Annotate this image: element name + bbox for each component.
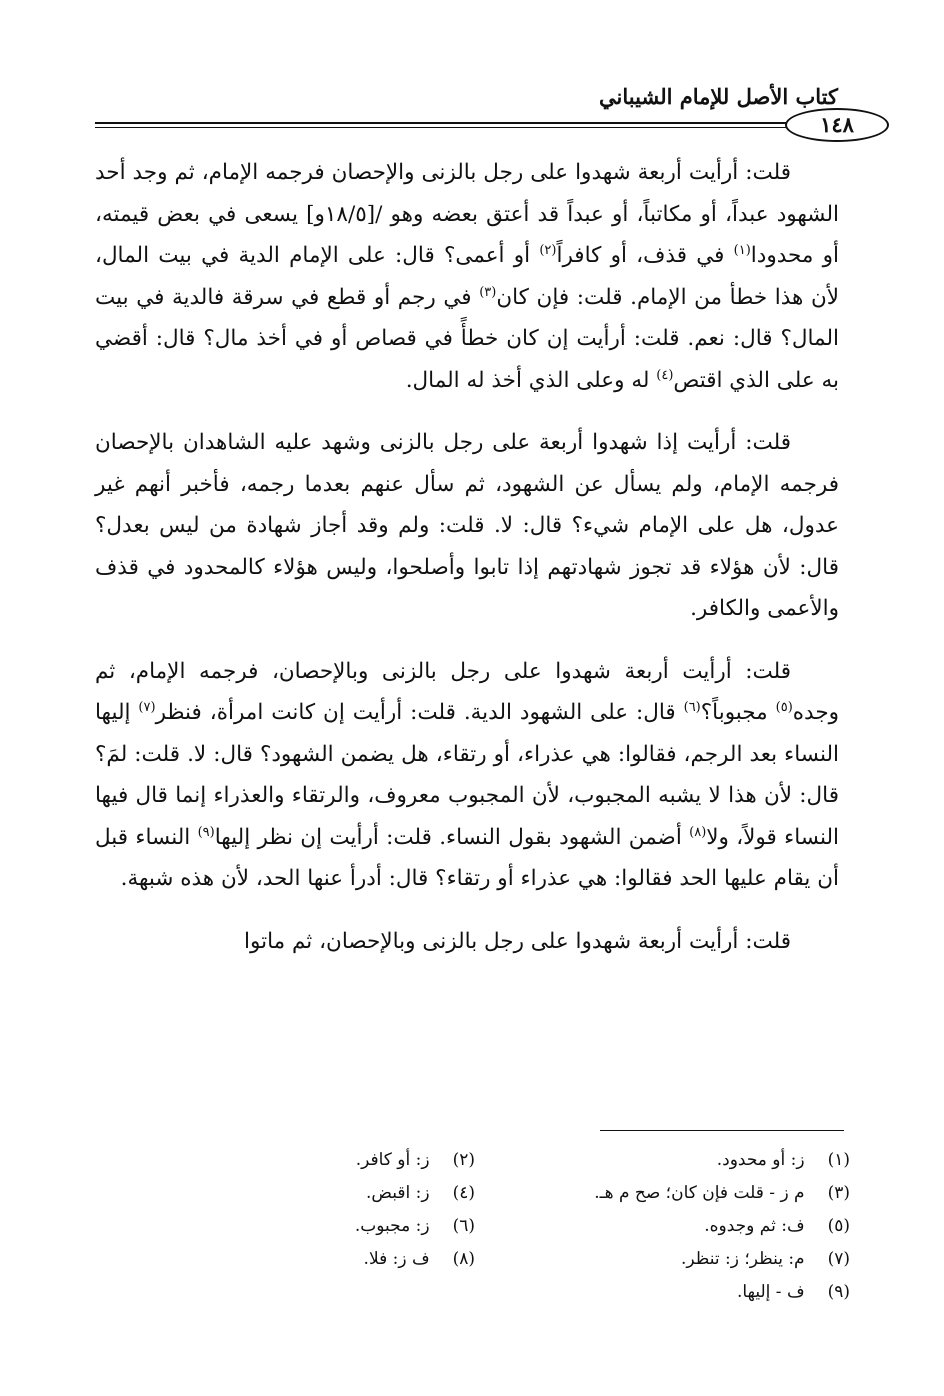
footnote-row	[95, 1144, 850, 1177]
paragraph	[95, 651, 839, 900]
footnote-number: (٩)	[827, 1282, 850, 1302]
footnote	[475, 1210, 850, 1243]
footnote-text: م ز - قلت فإن كان؛ صح م هـ.	[594, 1183, 805, 1203]
text-run: له وعلى الذي أخذ له المال.	[405, 367, 657, 393]
footnote-number: (٥)	[827, 1216, 850, 1236]
footnote-ref: (٩)	[197, 824, 215, 840]
page-header	[95, 82, 854, 140]
book-title: كتاب الأصل للإمام الشيباني	[599, 84, 838, 109]
footnote	[475, 1243, 850, 1276]
text-run: إليها النساء بعد الرجم، فقالوا: هي عذراء، أو رتقاء، هل يضمن الشهود؟ قال: لا. قلت: لمَ؟ قال: لأن هذا لا يشبه المجبوب، لأن المجبوب معروف، والرتقاء والعذراء إنما قال فيها النساء قولاً، ولا	[95, 700, 839, 850]
footnote	[100, 1210, 475, 1243]
footnote-number: (١)	[827, 1150, 850, 1170]
footnote-ref: (١)	[733, 242, 751, 258]
text-run: مجبوباً؟	[700, 700, 776, 725]
footnote-number: (٨)	[452, 1249, 475, 1269]
footnote-divider	[600, 1130, 844, 1131]
text-run: قلت: أرأيت أربعة شهدوا على رجل بالزنى والإحصان فرجمه الإمام، ثم وجد أحد الشهود عبداً، أو مكاتباً، أو عبداً قد أعتق بعضه وهو /[١٨/٥و] يسعى في بعض قيمته، أو محدودا	[95, 160, 839, 268]
footnote-ref: (٢)	[539, 242, 557, 258]
footnote	[475, 1276, 850, 1309]
footnote-text: ف - إليها.	[736, 1282, 805, 1302]
footnote-text: ز: اقبض.	[366, 1183, 430, 1203]
paragraph	[95, 921, 839, 963]
footnote-number: (٧)	[827, 1249, 850, 1269]
footnote-number: (٣)	[827, 1183, 850, 1203]
text-run: أضمن الشهود بقول النساء. قلت: أرأيت إن نظر إليها	[214, 824, 690, 850]
text-run: قال: على الشهود الدية. قلت: أرأيت إن كانت امرأة، فنظر	[155, 700, 684, 725]
footnote-ref: (٣)	[479, 284, 497, 300]
footnote-row	[95, 1210, 850, 1243]
paragraph	[95, 422, 839, 630]
text-run: النساء قبل أن يقام عليها الحد فقالوا: هي عذراء أو رتقاء؟ قال: أدرأ عنها الحد، لأن هذه شبهة.	[95, 824, 839, 891]
main-text	[95, 152, 839, 962]
text-run: في قذف، أو كافراً	[556, 243, 734, 268]
footnote-text: ز: أو كافر.	[355, 1150, 430, 1170]
footnote-number: (٤)	[452, 1183, 475, 1203]
footnote	[100, 1177, 475, 1210]
footnote-text: م: ينظر؛ ز: تنظر.	[681, 1249, 805, 1269]
header-rule	[95, 122, 838, 124]
footnote-number: (٦)	[452, 1216, 475, 1236]
footnote-ref: (٤)	[656, 367, 674, 383]
page-number: ١٤٨	[785, 108, 889, 142]
footnote-ref: (٦)	[683, 699, 701, 715]
footnote-row	[95, 1243, 850, 1276]
footnote	[100, 1243, 475, 1276]
footnote-ref: (٥)	[775, 699, 793, 715]
footnotes	[95, 1144, 850, 1309]
footnote-text: ف ز: فلا.	[363, 1249, 430, 1269]
text-run: قلت: أرأيت أربعة شهدوا على رجل بالزنى وبالإحصان، ثم ماتوا	[244, 928, 791, 954]
text-run: قلت: أرأيت أربعة شهدوا على رجل بالزنى وبالإحصان، فرجمه الإمام، ثم وجده	[95, 658, 840, 725]
footnote-text: ف: ثم وجدوه.	[704, 1216, 805, 1236]
footnote	[100, 1144, 475, 1177]
text-run: في رجم أو قطع في سرقة فالدية في بيت المال؟ قال: نعم. قلت: أرأيت إن كان خطأً في قصاص أو في أخذ مال؟ قال: أقضي به على الذي اقتص	[95, 284, 839, 393]
footnote-row	[95, 1276, 850, 1309]
footnote-ref: (٧)	[138, 699, 156, 715]
paragraph	[95, 152, 839, 401]
footnote-ref: (٨)	[689, 824, 707, 840]
header-rule-thin	[95, 127, 838, 128]
footnote	[475, 1177, 850, 1210]
text-run: أو أعمى؟ قال: على الإمام الدية في بيت المال، لأن هذا خطأ من الإمام. قلت: فإن كان	[95, 243, 839, 310]
text-run: قلت: أرأيت إذا شهدوا أربعة على رجل بالزنى وشهد عليه الشاهدان بالإحصان فرجمه الإمام، ولم يسأل عن الشهود، ثم سأل عنهم بعدما رجمه، فأخبر أنهم غير عدول، هل على الإمام شيء؟ قال: لا. قلت: ولم وقد أجاز شهادة من ليس بعدل؟ قال: لأن هؤلاء قد تجوز شهادتهم إذا تابوا وأصلحوا، وليس هؤلاء كالمحدود في قذف والأعمى والكافر.	[95, 430, 839, 621]
footnote-text: ز: مجبوب.	[354, 1216, 430, 1236]
footnote-row	[95, 1177, 850, 1210]
footnote-text: ز: أو محدود.	[716, 1150, 805, 1170]
footnote-number: (٢)	[452, 1150, 475, 1170]
footnote	[475, 1144, 850, 1177]
